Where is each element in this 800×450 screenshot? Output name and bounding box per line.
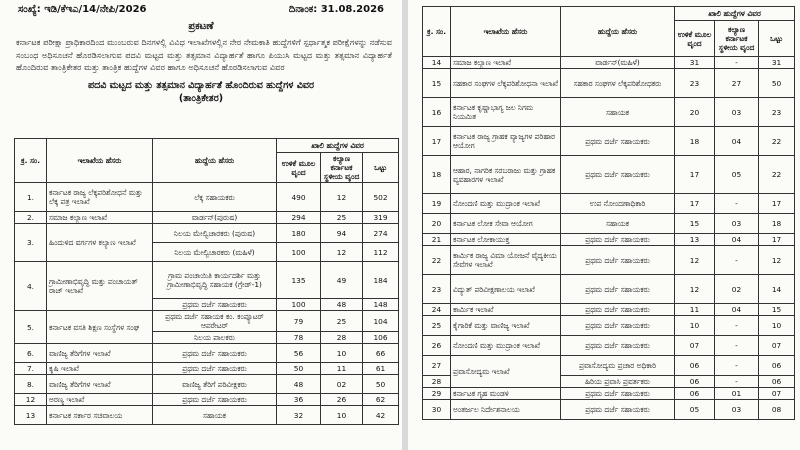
cell-sl: 23: [423, 275, 451, 304]
table-row: [423, 234, 795, 246]
cell-remaining: 48: [277, 375, 321, 394]
cell-post: ಸಹಾಯಕ: [561, 98, 675, 127]
cell-sl: 19: [423, 194, 451, 214]
cell-remaining: 11: [675, 304, 715, 316]
cell-remaining: 06: [675, 376, 715, 388]
cell-sl: 28: [423, 376, 451, 388]
section-title-text: ಪದವಿ ಮಟ್ಟದ ಮತ್ತು ತತ್ಸಮಾನ ವಿದ್ಯಾರ್ಹತೆ ಹೊಂದಿರುವ ಹುದ್ದೆಗಳ ವಿವರ: [87, 79, 314, 91]
table-row: [423, 98, 795, 127]
cell-remaining: 490: [277, 183, 321, 212]
cell-kk: 25: [321, 311, 363, 332]
cell-post: ಪ್ರಥಮ ದರ್ಜೆ ಸಹಾಯಕರು: [153, 344, 277, 363]
cell-remaining: 79: [277, 311, 321, 332]
cell-total: 184: [363, 262, 399, 299]
cell-sl: 8.: [15, 375, 47, 394]
cell-dept: ವಾಣಿಜ್ಯ ತೆರಿಗೆಗಳ ಇಲಾಖೆ: [47, 375, 153, 394]
cell-remaining: 31: [675, 57, 715, 69]
cell-post: ಪ್ರಥಮ ದರ್ಜೆ ಸಹಾಯಕರು: [561, 156, 675, 194]
cell-kk: 10: [321, 344, 363, 363]
table-row: [423, 400, 795, 420]
table-row: [423, 388, 795, 400]
cell-sl: 17: [423, 127, 451, 156]
table-row: [423, 194, 795, 214]
cell-post: ನಿಲಯ ಪಾಲಕರು: [153, 332, 277, 344]
cell-sl: 3.: [15, 224, 47, 262]
cell-total: 18: [759, 214, 795, 234]
cell-total: 06: [759, 356, 795, 376]
cell-dept: ಪ್ರವಾಸೋದ್ಯಮ ಇಲಾಖೆ: [451, 356, 561, 388]
cell-total: 17: [759, 194, 795, 214]
table-row: [423, 356, 795, 376]
cell-total: 112: [363, 243, 399, 262]
cell-sl: 14: [423, 57, 451, 69]
cell-post: ಸಹಕಾರ ಸಂಘಗಳ ಲೆಕ್ಕಪರಿಶೋಧಕರು: [561, 69, 675, 98]
cell-remaining: 78: [277, 332, 321, 344]
cell-total: 66: [363, 344, 399, 363]
header-kk: ಕಲ್ಯಾಣ ಕರ್ನಾಟಕ ಸ್ಥಳೀಯ ವೃಂದ: [715, 21, 759, 57]
table-row: [15, 311, 399, 332]
cell-kk: 04: [715, 304, 759, 316]
cell-remaining: 23: [675, 69, 715, 98]
cell-dept: ಕರ್ನಾಟಕ ಲೋಕಾಯುಕ್ತ: [451, 234, 561, 246]
cell-post: ಪ್ರಥಮ ದರ್ಜೆ ಸಹಾಯಕರು: [561, 234, 675, 246]
cell-total: 62: [363, 394, 399, 406]
cell-post: ಪ್ರಥಮ ದರ್ಜೆ ಸಹಾಯಕರು: [561, 336, 675, 356]
cell-remaining: 05: [675, 400, 715, 420]
cell-post: ಪ್ರಥಮ ದರ್ಜೆ ಸಹಾಯಕರು: [561, 400, 675, 420]
cell-post: ನಿಲಯ ಮೇಲ್ವಿಚಾರಕರು (ಪುರುಷ): [153, 224, 277, 243]
cell-kk: -: [715, 316, 759, 336]
cell-total: 15: [759, 304, 795, 316]
cell-total: 61: [363, 363, 399, 375]
cell-total: 22: [759, 127, 795, 156]
cell-total: 31: [759, 57, 795, 69]
table-row: [15, 224, 399, 243]
cell-kk: 26: [321, 394, 363, 406]
table-row: [423, 304, 795, 316]
cell-sl: 21: [423, 234, 451, 246]
cell-sl: 2.: [15, 212, 47, 224]
cell-dept: ಕೃಷಿ ಇಲಾಖೆ: [47, 363, 153, 375]
table-row: [15, 344, 399, 363]
header-post: ಹುದ್ದೆಯ ಹೆಸರು: [561, 7, 675, 57]
cell-remaining: 32: [277, 406, 321, 425]
cell-kk: 03: [715, 400, 759, 420]
cell-total: 106: [363, 332, 399, 344]
cell-post: ಲೆಕ್ಕ ಸಹಾಯಕರು: [153, 183, 277, 212]
cell-remaining: 06: [675, 356, 715, 376]
cell-sl: 12: [15, 394, 47, 406]
table-row: [423, 214, 795, 234]
cell-kk: 48: [321, 299, 363, 311]
cell-sl: 25: [423, 316, 451, 336]
cell-remaining: 15: [675, 214, 715, 234]
table-row: [423, 127, 795, 156]
header-total: ಒಟ್ಟು: [363, 153, 399, 183]
vacancy-table-right: [422, 6, 795, 420]
cell-sl: 26: [423, 336, 451, 356]
cell-remaining: 13: [675, 234, 715, 246]
cell-sl: 30: [423, 400, 451, 420]
table-row: [15, 262, 399, 299]
cell-dept: ನೋಂದಣಿ ಮತ್ತು ಮುದ್ರಾಂಕ ಇಲಾಖೆ: [451, 194, 561, 214]
cell-total: 104: [363, 311, 399, 332]
cell-kk: 10: [321, 406, 363, 425]
table-row: [423, 275, 795, 304]
header-total: ಒಟ್ಟು: [759, 21, 795, 57]
cell-dept: ಹಿಂದುಳಿದ ವರ್ಗಗಳ ಕಲ್ಯಾಣ ಇಲಾಖೆ: [47, 224, 153, 262]
cell-total: 50: [363, 375, 399, 394]
cell-kk: 25: [321, 212, 363, 224]
table-row: [15, 375, 399, 394]
cell-dept: ಕಾರ್ಮಿಕ ಇಲಾಖೆ: [451, 304, 561, 316]
cell-remaining: 17: [675, 194, 715, 214]
cell-sl: 27: [423, 356, 451, 376]
cell-sl: 20: [423, 214, 451, 234]
cell-kk: 27: [715, 69, 759, 98]
cell-kk: 12: [321, 183, 363, 212]
cell-post: ಹಿರಿಯ ಪ್ರವಾಸಿ ಪ್ರವರ್ತಕರು: [561, 376, 675, 388]
cell-dept: ಸಮಾಜ ಕಲ್ಯಾಣ ಇಲಾಖೆ: [451, 57, 561, 69]
cell-total: 22: [759, 156, 795, 194]
cell-remaining: 17: [675, 156, 715, 194]
header-post: ಹುದ್ದೆಯ ಹೆಸರು: [153, 139, 277, 183]
cell-sl: 7.: [15, 363, 47, 375]
header-vacancy: ಖಾಲಿ ಹುದ್ದೆಗಳ ವಿವರ: [675, 7, 795, 21]
cell-sl: 5.: [15, 311, 47, 344]
header-vacancy: ಖಾಲಿ ಹುದ್ದೆಗಳ ವಿವರ: [277, 139, 399, 153]
cell-dept: ಸಹಕಾರ ಸಂಘಗಳ ಲೆಕ್ಕಪರಿಶೋಧನಾ ಇಲಾಖೆ: [451, 69, 561, 98]
cell-kk: 49: [321, 262, 363, 299]
cell-total: 42: [363, 406, 399, 425]
cell-kk: -: [715, 336, 759, 356]
cell-sl: 13: [15, 406, 47, 425]
cell-remaining: 07: [675, 336, 715, 356]
cell-post: ಪ್ರಥಮ ದರ್ಜೆ ಸಹಾಯಕರು: [153, 299, 277, 311]
table-row: [423, 336, 795, 356]
cell-total: 14: [759, 275, 795, 304]
cell-remaining: 12: [675, 275, 715, 304]
cell-kk: 02: [715, 275, 759, 304]
cell-remaining: 18: [675, 127, 715, 156]
table-row: [423, 57, 795, 69]
header-remaining: ಉಳಿಕೆ ಮೂಲ ವೃಂದ: [675, 21, 715, 57]
table-row: [15, 394, 399, 406]
table-row: [15, 183, 399, 212]
cell-remaining: 20: [675, 98, 715, 127]
section-subtitle: (ತಾಂತ್ರಿಕೇತರ): [178, 92, 224, 104]
cell-post: ಪ್ರಥಮ ದರ್ಜೆ ಸಹಾಯಕರು: [561, 246, 675, 275]
cell-post: ಗ್ರಾಮ ಪಂಚಾಯಿತಿ ಕಾರ್ಯದರ್ಶಿ ಮತ್ತು ಗ್ರಾಮೀಣಾಭಿವೃದ್ಧಿ ಸಹಾಯಕ (ಗ್ರೇಡ್-1): [153, 262, 277, 299]
cell-dept: ವಿದ್ಯುತ್ ಪರಿವೀಕ್ಷಣಾಲಯ ಇಲಾಖೆ: [451, 275, 561, 304]
cell-total: 50: [759, 69, 795, 98]
cell-remaining: 180: [277, 224, 321, 243]
cell-post: ಸಹಾಯಕ: [153, 406, 277, 425]
cell-remaining: 294: [277, 212, 321, 224]
document-header: [0, 0, 402, 15]
cell-total: 148: [363, 299, 399, 311]
cell-total: 17: [759, 234, 795, 246]
cell-dept: ಕರ್ನಾಟಕ ಕೃಷ್ಣಾಭಾಗ್ಯ ಜಲ ನಿಗಮ ನಿಯಮಿತ: [451, 98, 561, 127]
cell-remaining: 135: [277, 262, 321, 299]
cell-sl: 15: [423, 69, 451, 98]
cell-total: 23: [759, 98, 795, 127]
cell-total: 319: [363, 212, 399, 224]
cell-sl: 6.: [15, 344, 47, 363]
cell-dept: ಕರ್ನಾಟಕ ವಸತಿ ಶಿಕ್ಷಣ ಸಂಸ್ಥೆಗಳ ಸಂಘ: [47, 311, 153, 344]
cell-sl: 24: [423, 304, 451, 316]
cell-total: 07: [759, 388, 795, 400]
cell-post: ಪ್ರಥಮ ದರ್ಜೆ ಸಹಾಯಕರು: [153, 394, 277, 406]
cell-dept: ಕರ್ನಾಟಕ ರಾಜ್ಯ ಲೆಕ್ಕಪರಿಶೋಧನೆ ಮತ್ತು ಲೆಕ್ಕ ಪತ್ರ ಇಲಾಖೆ: [47, 183, 153, 212]
table-row: [423, 316, 795, 336]
cell-sl: 1.: [15, 183, 47, 212]
header-remaining: ಉಳಿಕೆ ಮೂಲ ವೃಂದ: [277, 153, 321, 183]
table-row: [423, 246, 795, 275]
cell-post: ವಾರ್ಡನ್(ಪುರುಷ): [153, 212, 277, 224]
cell-total: 12: [759, 246, 795, 275]
cell-kk: -: [715, 246, 759, 275]
cell-dept: ಆಹಾರ, ನಾಗರಿಕ ಸರಬರಾಜು ಮತ್ತು ಗ್ರಾಹಕ ವ್ಯವಹಾರಗಳ ಇಲಾಖೆ: [451, 156, 561, 194]
notice-body: ಕರ್ನಾಟಕ ಪರೀಕ್ಷಾ ಪ್ರಾಧಿಕಾರದಿಂದ ಮುಂಬರುವ ದಿನಗಳಲ್ಲಿ ವಿವಿಧ ಇಲಾಖೆಗಳಲ್ಲಿನ ನೇರ ನೇಮಕಾತಿ ಹುದ್ದೆಗಳಿಗೆ ಸ್ಪರ್ಧಾತ್ಮಕ ಪರೀಕ್ಷೆಗಳನ್ನು ನಡೆಸುವ ಸಂಬಂಧ ಅಧಿಸೂಚನೆ ಹೊರಡಿಸಲಾಗುವ ಪದವಿ ಮಟ್ಟದ ಮತ್ತು ತತ್ಸಮಾನ ವಿದ್ಯಾರ್ಹತೆ ಹಾಗೂ ಪಿಯುಸಿ ಮಟ್ಟದ ಮತ್ತು ತತ್ಸಮಾನ ವಿದ್ಯಾರ್ಹತೆ ಹೊಂದಿರುವ ತಾಂತ್ರಿಕೇತರ ಮತ್ತು ತಾಂತ್ರಿಕ ಹುದ್ದೆಗಳ ವಿವರ ಹಾಗೂ ಅಧಿಸೂಚನೆ ಹೊರಡಿಸಲಾಗುವ ವಿವರ: [16, 37, 392, 72]
cell-remaining: 100: [277, 243, 321, 262]
cell-dept: ಕರ್ನಾಟಕ ಲೋಕ ಸೇವಾ ಆಯೋಗ: [451, 214, 561, 234]
cell-sl: 16: [423, 98, 451, 127]
cell-post: ಪ್ರಥಮ ದರ್ಜೆ ಸಹಾಯಕರು: [561, 316, 675, 336]
cell-dept: ಅಂತರ್ಜಲ ನಿರ್ದೇಶನಾಲಯ: [451, 400, 561, 420]
cell-remaining: 56: [277, 344, 321, 363]
cell-remaining: 12: [675, 246, 715, 275]
cell-dept: ಕರ್ನಾಟಕ ಗೃಹ ಮಂಡಳಿ: [451, 388, 561, 400]
cell-post: ವಾರ್ಡನ್(ಮಹಿಳೆ): [561, 57, 675, 69]
cell-kk: -: [715, 356, 759, 376]
cell-dept: ಕೈಗಾರಿಕೆ ಮತ್ತು ವಾಣಿಜ್ಯ ಇಲಾಖೆ: [451, 316, 561, 336]
cell-dept: ಗ್ರಾಮೀಣಾಭಿವೃದ್ಧಿ ಮತ್ತು ಪಂಚಾಯತ್ ರಾಜ್ ಇಲಾಖೆ: [47, 262, 153, 311]
cell-total: 274: [363, 224, 399, 243]
cell-dept: ಸಮಾಜ ಕಲ್ಯಾಣ ಇಲಾಖೆ: [47, 212, 153, 224]
cell-post: ಪ್ರಥಮ ದರ್ಜೆ ಸಹಾಯಕ ಕಂ. ಕಂಪ್ಯೂಟರ್ ಆಪರೇಟರ್: [153, 311, 277, 332]
cell-total: 06: [759, 376, 795, 388]
cell-remaining: 50: [277, 363, 321, 375]
cell-post: ಉಪ ನೋಂದಣಾಧಿಕಾರಿ: [561, 194, 675, 214]
cell-total: 502: [363, 183, 399, 212]
cell-sl: 22: [423, 246, 451, 275]
cell-total: 08: [759, 400, 795, 420]
cell-remaining: 10: [675, 316, 715, 336]
cell-total: 07: [759, 336, 795, 356]
header-sl: ಕ್ರ. ಸಂ.: [15, 139, 47, 183]
cell-kk: 28: [321, 332, 363, 344]
cell-remaining: 100: [277, 299, 321, 311]
notice-title: ಪ್ರಕಟಣೆ: [188, 21, 214, 32]
cell-kk: -: [715, 194, 759, 214]
cell-dept: ಕಾರ್ಮಿಕ ರಾಜ್ಯ ವಿಮಾ ಯೋಜನೆ ವೈದ್ಯಕೀಯ ಸೇವೆಗಳ ಇಲಾಖೆ: [451, 246, 561, 275]
header-sl: ಕ್ರ. ಸಂ.: [423, 7, 451, 57]
cell-post: ವಾಣಿಜ್ಯ ತೆರಿಗೆ ಪರಿವೀಕ್ಷಕರು: [153, 375, 277, 394]
table-row: [15, 406, 399, 425]
table-row: [15, 363, 399, 375]
cell-post: ನಿಲಯ ಮೇಲ್ವಿಚಾರಕರು (ಮಹಿಳೆ): [153, 243, 277, 262]
cell-kk: 03: [715, 98, 759, 127]
cell-sl: 4.: [15, 262, 47, 311]
cell-dept: ಕರ್ನಾಟಕ ರಾಜ್ಯ ಗ್ರಾಹಕ ವ್ಯಾಜ್ಯಗಳ ಪರಿಹಾರ ಆಯೋಗ: [451, 127, 561, 156]
cell-sl: 18: [423, 156, 451, 194]
cell-kk: 02: [321, 375, 363, 394]
cell-kk: 11: [321, 363, 363, 375]
cell-post: ಸಹಾಯಕ: [561, 214, 675, 234]
table-row: [15, 212, 399, 224]
cell-dept: ಅರಣ್ಯ ಇಲಾಖೆ: [47, 394, 153, 406]
cell-kk: 04: [715, 234, 759, 246]
section-title: [0, 79, 402, 105]
header-dept: ಇಲಾಖೆಯ ಹೆಸರು: [451, 7, 561, 57]
cell-kk: -: [715, 57, 759, 69]
reference-number: ಸಂಖ್ಯೆ: ಇಡಿ/ಕೆಇಎ/14/ನೇಪಿ/2026: [18, 4, 147, 15]
cell-kk: 03: [715, 214, 759, 234]
cell-sl: 29: [423, 388, 451, 400]
document-date: ದಿನಾಂಕ: 31.08.2026: [288, 4, 384, 15]
cell-kk: -: [715, 376, 759, 388]
table-row: [423, 69, 795, 98]
cell-kk: 04: [715, 127, 759, 156]
cell-dept: ವಾಣಿಜ್ಯ ತೆರಿಗೆಗಳ ಇಲಾಖೆ: [47, 344, 153, 363]
cell-dept: ಕರ್ನಾಟಕ ಸರ್ಕಾರ ಸಚಿವಾಲಯ: [47, 406, 153, 425]
cell-post: ಪ್ರಥಮ ದರ್ಜೆ ಸಹಾಯಕರು: [561, 127, 675, 156]
cell-post: ಪ್ರಥಮ ದರ್ಜೆ ಸಹಾಯಕರು: [561, 275, 675, 304]
right-page: [408, 0, 800, 450]
cell-post: ಪ್ರಥಮ ದರ್ಜೆ ಸಹಾಯಕರು: [561, 304, 675, 316]
cell-remaining: 36: [277, 394, 321, 406]
cell-kk: 01: [715, 388, 759, 400]
cell-dept: ನೋಂದಣಿ ಮತ್ತು ಮುದ್ರಾಂಕ ಇಲಾಖೆ: [451, 336, 561, 356]
header-kk: ಕಲ್ಯಾಣ ಕರ್ನಾಟಕ ಸ್ಥಳೀಯ ವೃಂದ: [321, 153, 363, 183]
cell-kk: 94: [321, 224, 363, 243]
cell-kk: 12: [321, 243, 363, 262]
cell-post: ಪ್ರಥಮ ದರ್ಜೆ ಸಹಾಯಕರು: [561, 388, 675, 400]
header-dept: ಇಲಾಖೆಯ ಹೆಸರು: [47, 139, 153, 183]
vacancy-table-left: [14, 138, 399, 425]
cell-total: 10: [759, 316, 795, 336]
table-row: [423, 156, 795, 194]
cell-post: ಪ್ರವಾಸೋದ್ಯಮ ಪ್ರಚಾರ ಅಧಿಕಾರಿ: [561, 356, 675, 376]
cell-post: ಪ್ರಥಮ ದರ್ಜೆ ಸಹಾಯಕರು: [153, 363, 277, 375]
cell-kk: 05: [715, 156, 759, 194]
cell-remaining: 06: [675, 388, 715, 400]
